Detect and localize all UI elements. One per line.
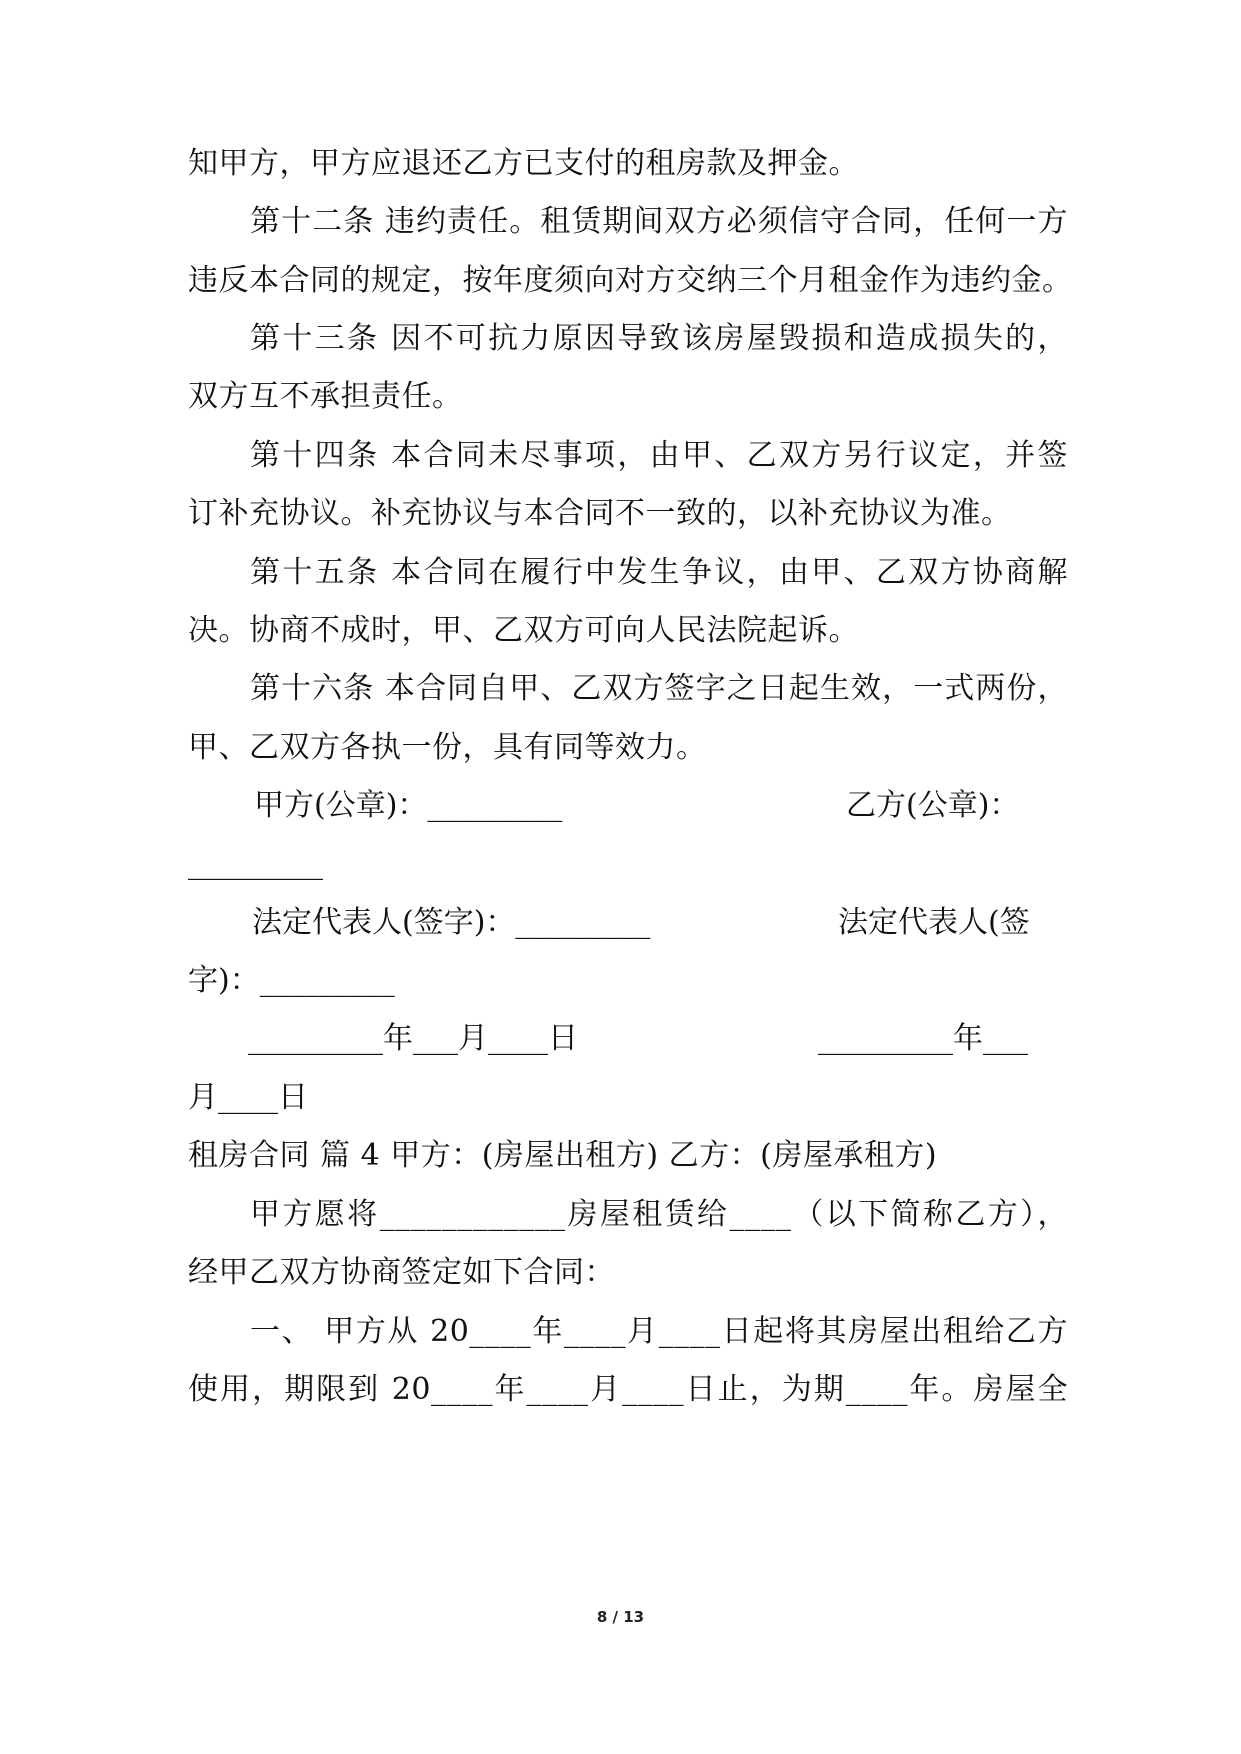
text-line: 甲、乙双方各执一份，具有同等效力。 <box>188 730 707 765</box>
page-number: 8 / 13 <box>596 1608 645 1626</box>
text-line: 甲方愿将____________房屋租赁给____（以下简称乙方）， <box>250 1197 1068 1232</box>
text-line: 第十三条 因不可抗力原因导致该房屋毁损和造成损失的， <box>250 321 1068 356</box>
text-line: 订补充协议。补充协议与本合同不一致的，以补充协议为准。 <box>188 496 1012 531</box>
party-b-seal-blank: _________ <box>188 846 323 881</box>
text-line: 决。协商不成时，甲、乙双方可向人民法院起诉。 <box>188 613 859 648</box>
party-a-seal: 甲方(公章)：_________ <box>254 788 563 823</box>
date-b-cont: 月____日 <box>188 1080 308 1115</box>
text-line: 第十二条 违约责任。租赁期间双方必须信守合同，任何一方 <box>250 204 1068 239</box>
rep-b-signature-cont: 字)：_________ <box>188 963 395 998</box>
text-line: 第十六条 本合同自甲、乙双方签字之日起生效，一式两份， <box>250 671 1068 706</box>
contract-heading: 租房合同 篇 4 甲方：(房屋出租方) 乙方：(房屋承租方) <box>188 1138 938 1173</box>
text-line: 第十五条 本合同在履行中发生争议，由甲、乙双方协商解 <box>250 555 1068 590</box>
text-line: 第十四条 本合同未尽事项，由甲、乙双方另行议定，并签 <box>250 438 1068 473</box>
text-line: 违反本合同的规定，按年度须向对方交纳三个月租金作为违约金。 <box>188 263 1073 298</box>
text-line: 双方互不承担责任。 <box>188 379 463 414</box>
text-line: 使用，期限到 20____年____月____日止，为期____年。房屋全 <box>188 1372 1068 1407</box>
party-b-seal: 乙方(公章)： <box>846 788 1020 823</box>
text-line: 经甲乙双方协商签定如下合同： <box>188 1255 615 1290</box>
date-b: _________年___ <box>818 1021 1028 1056</box>
text-line: 一、 甲方从 20____年____月____日起将其房屋出租给乙方 <box>250 1314 1068 1349</box>
rep-b-signature: 法定代表人(签 <box>838 905 1030 940</box>
rep-a-signature: 法定代表人(签字)：_________ <box>252 905 651 940</box>
text-line: 知甲方，甲方应退还乙方已支付的租房款及押金。 <box>188 146 859 181</box>
date-a: _________年___月____日 <box>248 1021 578 1056</box>
